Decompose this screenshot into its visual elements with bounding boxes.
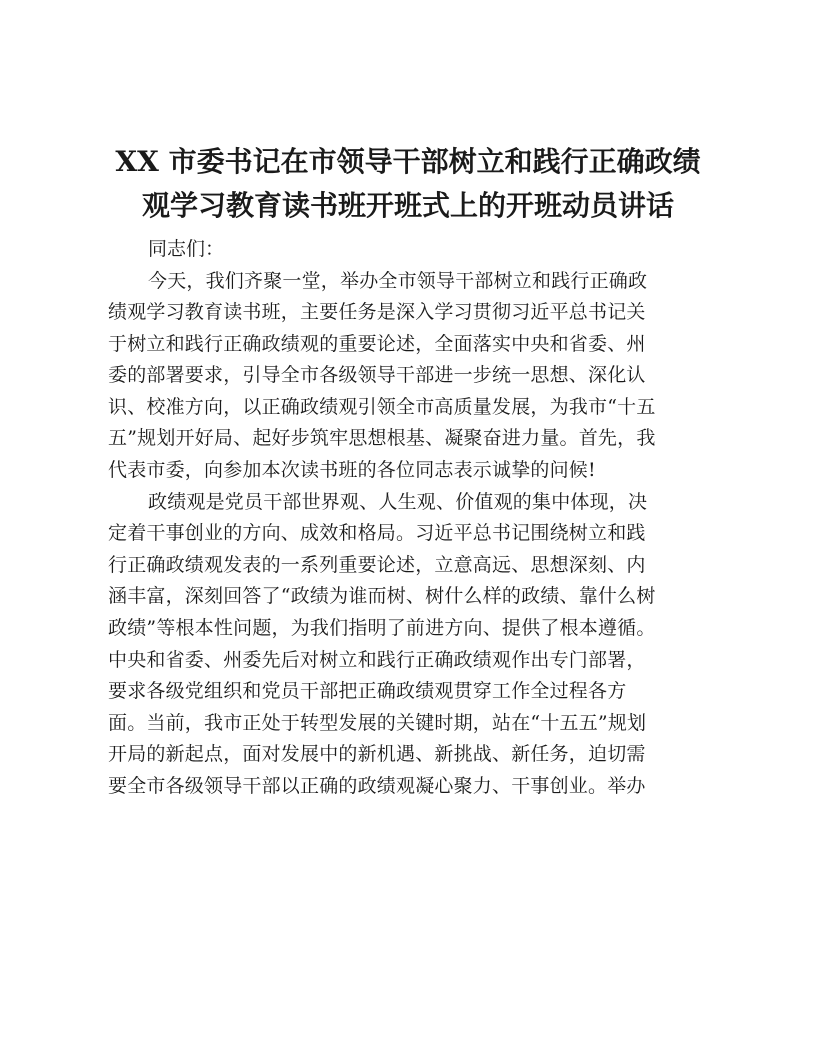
- text-line: 五”规划开好局、起好步筑牢思想根基、凝聚奋进力量。首先，我: [108, 427, 656, 450]
- text-line: 面。当前，我市正处于转型发展的关键时期，站在“十五五”规划: [108, 711, 647, 734]
- paragraph-1: [108, 266, 708, 487]
- text-line: 涵丰富，深刻回答了“政绩为谁而树、树什么样的政绩、靠什么树: [108, 585, 656, 608]
- text-line: 中央和省委、州委先后对树立和践行正确政绩观作出专门部署，: [108, 648, 646, 671]
- text-line: 今天，我们齐聚一堂，举办全市领导干部树立和践行正确政: [148, 269, 648, 292]
- text-line: 行正确政绩观发表的一系列重要论述，立意高远、思想深刻、内: [108, 553, 646, 576]
- text-line: 绩观学习教育读书班，主要任务是深入学习贯彻习近平总书记关: [108, 301, 646, 324]
- text-line: 要求各级党组织和党员干部把正确政绩观贯穿工作全过程各方: [108, 680, 627, 703]
- text-line: 要全市各级领导干部以正确的政绩观凝心聚力、干事创业。举办: [108, 775, 646, 797]
- document-content: [108, 140, 708, 803]
- title-line: 观学习教育读书班开班式上的开班动员讲话: [141, 189, 674, 222]
- paragraph-2: [108, 487, 708, 803]
- document-title: [108, 140, 708, 228]
- text-line: 开局的新起点，面对发展中的新机遇、新挑战、新任务，迫切需: [108, 743, 646, 766]
- salutation: 同志们：: [148, 238, 225, 260]
- text-line: 政绩观是党员干部世界观、人生观、价值观的集中体现，决: [148, 490, 648, 513]
- text-line: 委的部署要求，引导全市各级领导干部进一步统一思想、深化认: [108, 364, 646, 387]
- text-line: 识、校准方向，以正确政绩观引领全市高质量发展，为我市“十五: [108, 395, 656, 418]
- text-line: 政绩”等根本性问题，为我们指明了前进方向、提供了根本遵循。: [108, 617, 656, 640]
- text-line: 代表市委，向参加本次读书班的各位同志表示诚挚的问候!: [108, 459, 596, 482]
- text-line: 于树立和践行正确政绩观的重要论述，全面落实中央和省委、州: [108, 332, 646, 355]
- text-line: 定着干事创业的方向、成效和格局。习近平总书记围绕树立和践: [108, 522, 646, 545]
- title-line: XX 市委书记在市领导干部树立和践行正确政绩: [115, 145, 701, 178]
